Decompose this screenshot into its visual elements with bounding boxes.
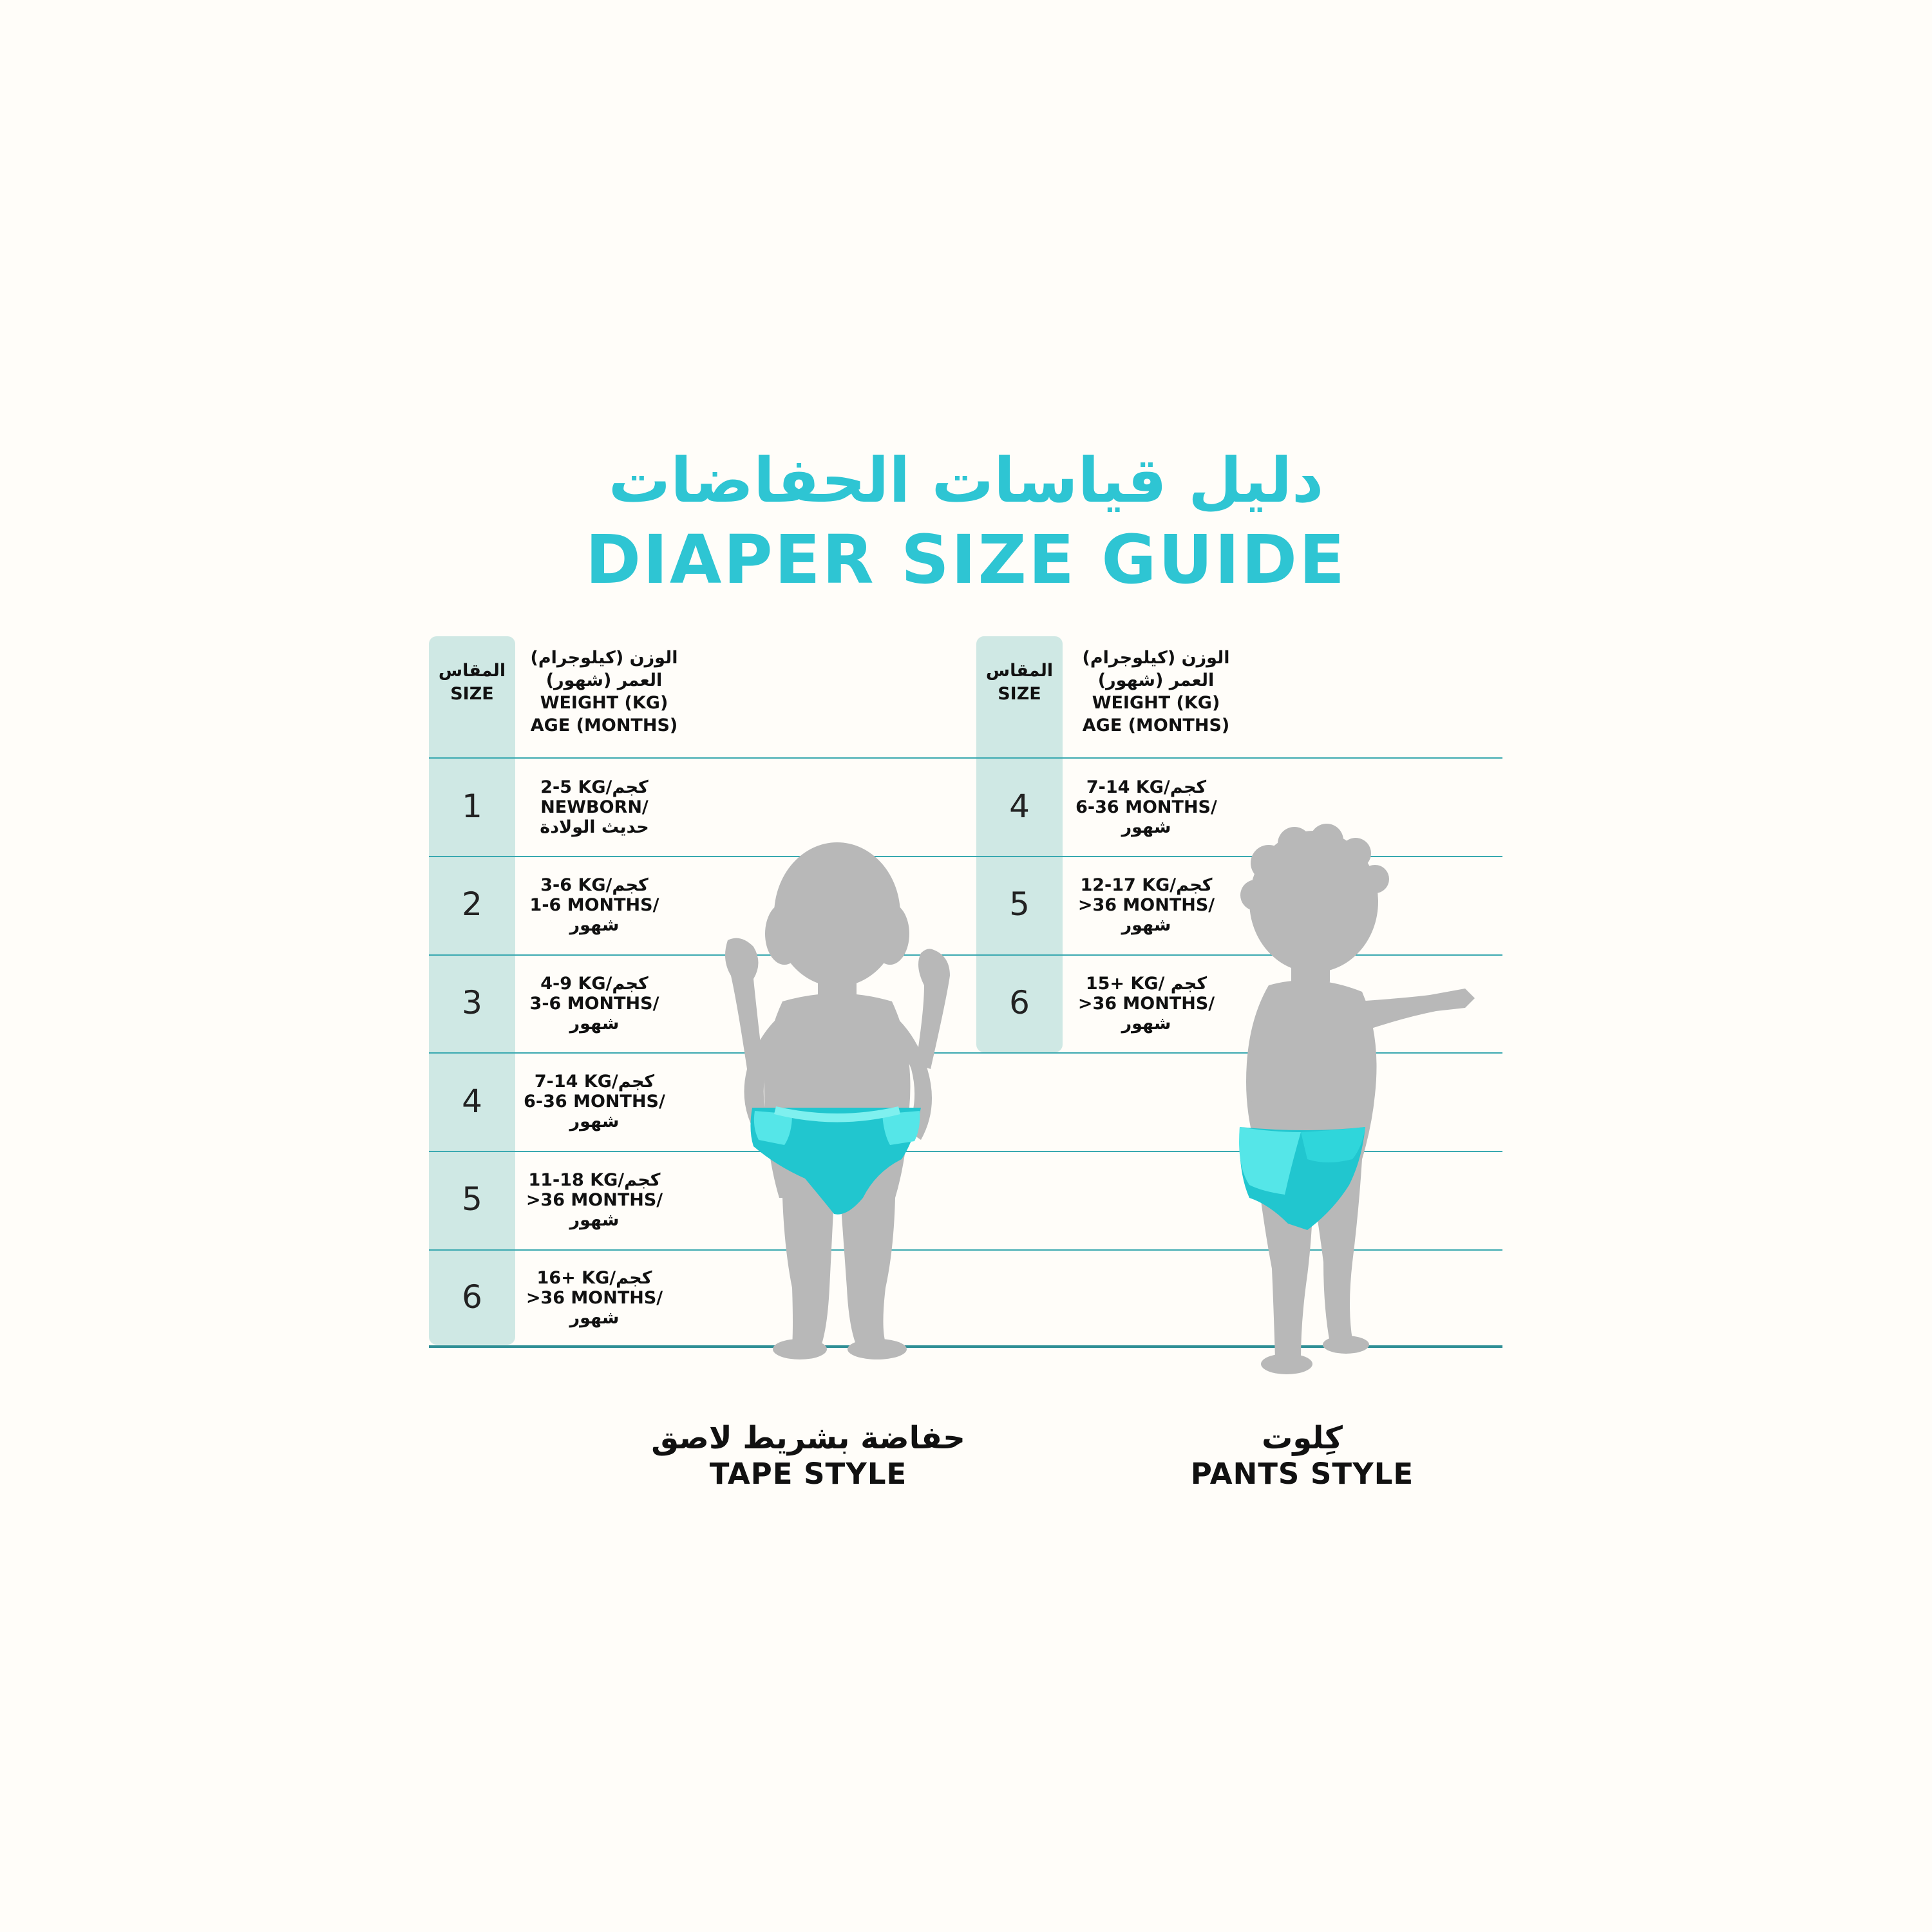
age-range: >36 MONTHS/ (526, 1288, 663, 1308)
weight-range: 4-9 KG/كجم (540, 974, 649, 994)
tape-size-value: 2 (462, 886, 482, 923)
size-header-arabic: المقاس (438, 661, 506, 681)
size-header-english: SIZE (450, 684, 494, 704)
pants-size-details (1063, 777, 1230, 837)
weight-range: 15+ KG/ كجم (1085, 974, 1208, 994)
pants-style-label-arabic: كِلوت (1262, 1420, 1343, 1456)
age-range: 3-6 MONTHS/ (529, 994, 659, 1014)
age-unit-arabic: شهور (569, 1014, 620, 1034)
tape-size-value: 1 (462, 788, 482, 825)
pants-size-value: 5 (1009, 886, 1030, 923)
weight-range: 7-14 KG/كجم (534, 1072, 655, 1092)
age-unit-arabic: شهور (569, 1112, 620, 1132)
pants-weight-age-header (1072, 647, 1240, 737)
tape-style-label: TAPE STYLE (709, 1457, 907, 1491)
pants-size-header (976, 659, 1063, 706)
pants-size-details (1063, 875, 1230, 935)
tape-size-details (511, 875, 678, 935)
weight-range: 16+ KG/كجم (536, 1268, 652, 1288)
age-range: >36 MONTHS/ (1077, 895, 1215, 915)
page-title-arabic: دليل قياسات الحفاضات (608, 444, 1324, 516)
table-rule (429, 757, 1502, 759)
tape-weight-age-header (520, 647, 688, 737)
age-range: 6-36 MONTHS/ (1075, 797, 1217, 817)
weight-range: 2-5 KG/كجم (540, 777, 649, 797)
tape-size-value: 4 (462, 1083, 482, 1120)
age-unit-arabic: شهور (569, 915, 620, 935)
pants-size-value: 6 (1009, 984, 1030, 1021)
weight-range: 12-17 KG/كجم (1080, 875, 1213, 895)
tape-size-value: 6 (462, 1278, 482, 1316)
age-unit-arabic: شهور (1121, 1014, 1171, 1034)
size-header-english: SIZE (998, 684, 1041, 704)
age-unit-arabic: شهور (569, 1210, 620, 1230)
age-unit-arabic: شهور (1121, 915, 1171, 935)
tape-size-details (511, 1268, 678, 1328)
age-header-english: AGE (MONTHS) (1082, 715, 1230, 735)
weight-range: 11-18 KG/كجم (528, 1170, 661, 1190)
pants-style-label: PANTS STYLE (1190, 1457, 1414, 1491)
age-unit-arabic: شهور (1121, 817, 1171, 837)
tape-size-value: 5 (462, 1180, 482, 1218)
weight-range: 7-14 KG/كجم (1086, 777, 1207, 797)
age-unit-arabic: شهور (569, 1308, 620, 1328)
age-unit-arabic: حديث الولادة (540, 817, 649, 837)
weight-header-arabic: الوزن (كيلوجرام) (1082, 648, 1230, 668)
pants-size-value: 4 (1009, 788, 1030, 825)
tape-style-child-illustration (702, 837, 972, 1365)
weight-header-english: WEIGHT (KG) (540, 693, 668, 713)
age-header-arabic: العمر (شهور) (545, 670, 663, 690)
tape-size-header (429, 659, 515, 706)
age-range: >36 MONTHS/ (526, 1190, 663, 1210)
age-header-arabic: العمر (شهور) (1097, 670, 1215, 690)
age-range: 6-36 MONTHS/ (524, 1092, 665, 1112)
age-range: 1-6 MONTHS/ (529, 895, 659, 915)
pants-style-child-illustration (1211, 824, 1481, 1391)
tape-size-value: 3 (462, 984, 482, 1021)
page-title: DIAPER SIZE GUIDE (585, 520, 1347, 599)
weight-header-arabic: الوزن (كيلوجرام) (530, 648, 678, 668)
weight-range: 3-6 KG/كجم (540, 875, 649, 895)
weight-header-english: WEIGHT (KG) (1092, 693, 1220, 713)
tape-size-details (511, 974, 678, 1034)
age-range: >36 MONTHS/ (1077, 994, 1215, 1014)
size-header-arabic: المقاس (985, 661, 1054, 681)
age-header-english: AGE (MONTHS) (530, 715, 678, 735)
tape-size-details (511, 1072, 678, 1132)
age-range: NEWBORN/ (540, 797, 649, 817)
tape-size-details (511, 777, 678, 837)
tape-style-label-arabic: حفاضة بشريط لاصق (651, 1420, 965, 1456)
tape-size-details (511, 1170, 678, 1230)
pants-size-details (1063, 974, 1230, 1034)
